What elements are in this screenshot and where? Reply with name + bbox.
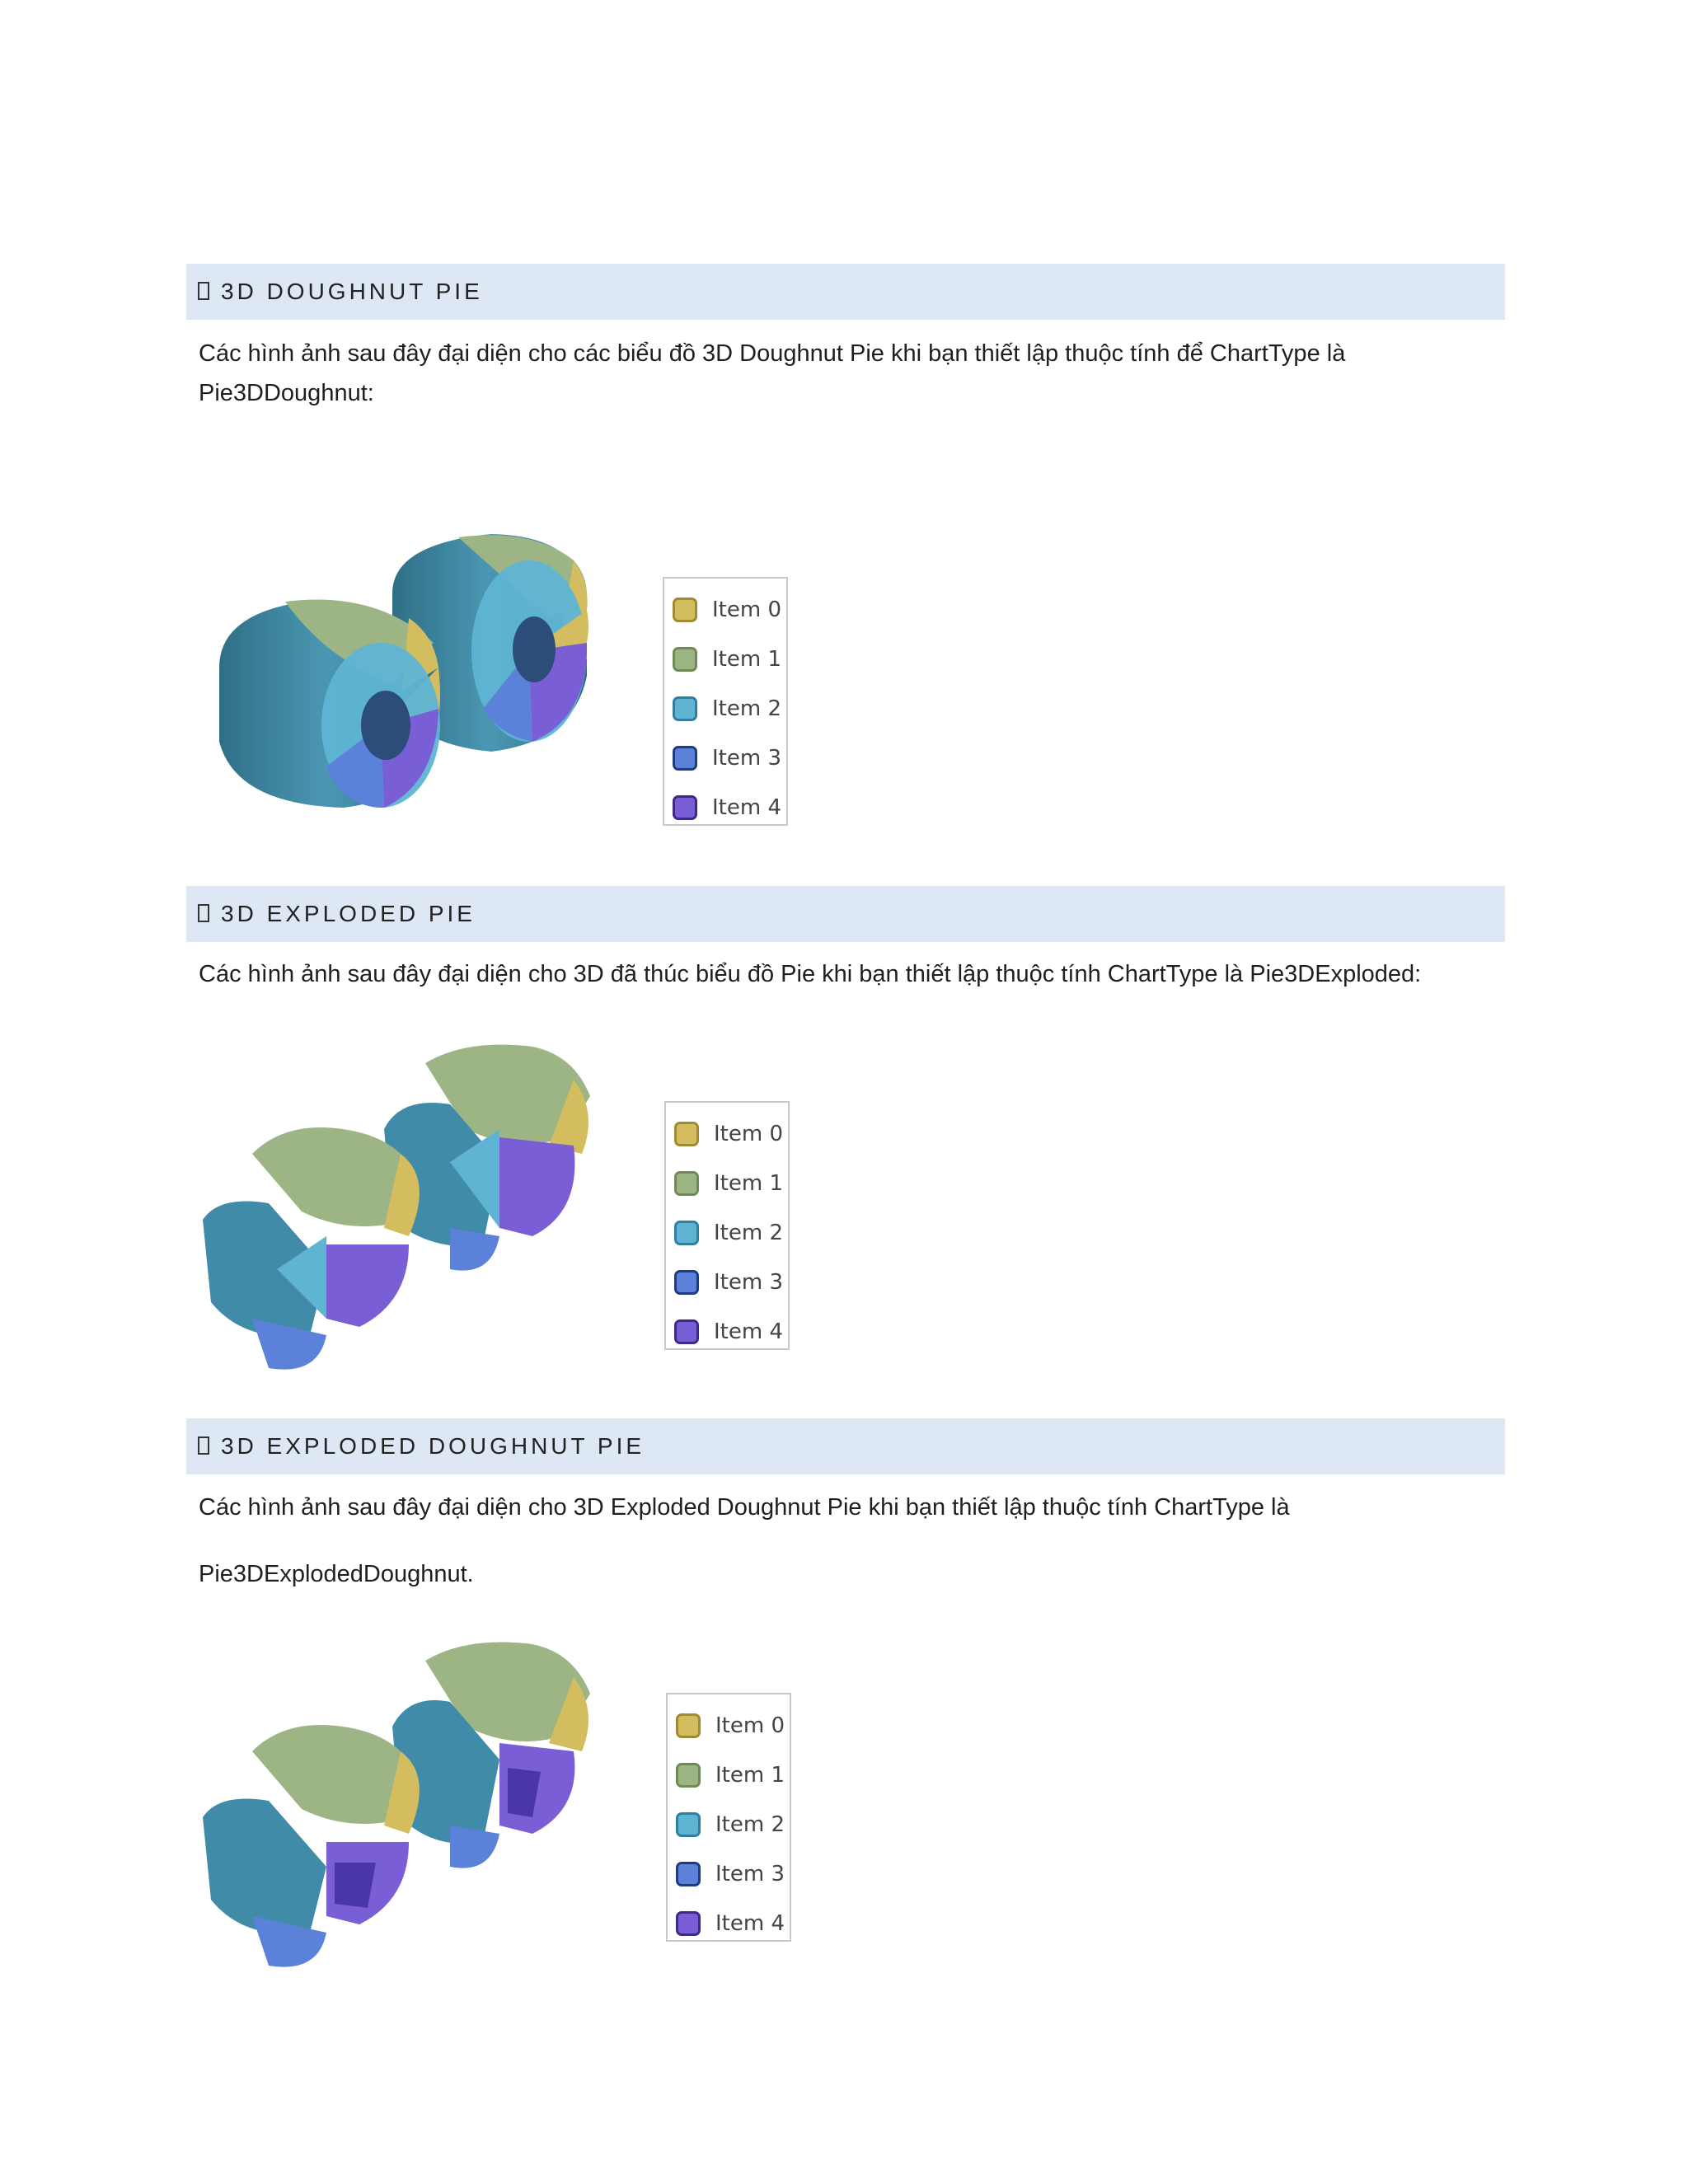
exploded-doughnut-front	[203, 1725, 420, 1967]
legend-label: Item 0	[714, 1122, 783, 1146]
legend-label: Item 0	[715, 1713, 785, 1738]
legend-item	[668, 1750, 790, 1800]
legend-label: Item 2	[714, 1221, 783, 1245]
legend-label: Item 2	[712, 696, 781, 721]
legend-item	[666, 1307, 788, 1357]
chart-legend	[663, 577, 788, 826]
legend-label: Item 4	[714, 1319, 783, 1344]
legend-item	[668, 1701, 790, 1750]
section-heading: 3D DOUGHNUT PIE	[221, 279, 483, 304]
legend-label: Item 1	[712, 647, 781, 672]
legend-item	[666, 1208, 788, 1258]
legend-label: Item 3	[712, 746, 781, 771]
legend-swatch	[674, 1221, 699, 1245]
legend-swatch	[676, 1763, 701, 1788]
legend-label: Item 4	[715, 1911, 785, 1936]
section-description-cont: Pie3DExplodedDoughnut.	[199, 1561, 474, 1587]
section-description: Các hình ảnh sau đây đại diện cho 3D Exploded Doughnut Pie khi bạn thiết lập thuộc tính ChartType là	[199, 1494, 1290, 1521]
section-header-exploded	[186, 886, 1505, 942]
legend-item	[668, 1899, 790, 1948]
legend-swatch	[673, 647, 697, 672]
legend-swatch	[673, 696, 697, 721]
legend-swatch	[673, 746, 697, 771]
legend-item	[668, 1849, 790, 1899]
section-header-doughnut	[186, 264, 1505, 320]
legend-swatch	[673, 598, 697, 622]
section-heading: 3D EXPLODED DOUGHNUT PIE	[221, 1433, 645, 1459]
legend-item	[664, 585, 786, 635]
bullet-icon	[198, 1436, 209, 1455]
legend-swatch	[676, 1862, 701, 1886]
bullet-icon	[198, 904, 209, 922]
legend-label: Item 1	[714, 1171, 783, 1196]
section-description: Các hình ảnh sau đây đại diện cho 3D đã thúc biểu đồ Pie khi bạn thiết lập thuộc tính ChartType là Pie3DExploded:	[199, 961, 1422, 987]
legend-swatch	[674, 1270, 699, 1295]
section-heading: 3D EXPLODED PIE	[221, 901, 476, 926]
exploded-back	[384, 1045, 590, 1271]
chart-legend	[666, 1693, 791, 1942]
legend-swatch	[674, 1171, 699, 1196]
section-header-exploded-doughnut	[186, 1418, 1505, 1474]
legend-item	[668, 1800, 790, 1849]
legend-swatch	[674, 1122, 699, 1146]
legend-item	[664, 733, 786, 783]
section-description: Các hình ảnh sau đây đại diện cho các biểu đồ 3D Doughnut Pie khi bạn thiết lập thuộc tính để ChartType là Pie3DDoughnut:	[199, 340, 1346, 406]
legend-swatch	[676, 1812, 701, 1837]
legend-item	[664, 783, 786, 832]
legend-item	[666, 1258, 788, 1307]
legend-item	[664, 635, 786, 684]
legend-swatch	[673, 795, 697, 820]
bullet-icon	[198, 282, 209, 300]
legend-label: Item 3	[714, 1270, 783, 1295]
doughnut-front	[219, 599, 440, 808]
legend-label: Item 4	[712, 795, 781, 820]
legend-label: Item 3	[715, 1862, 785, 1886]
legend-item	[666, 1109, 788, 1159]
legend-label: Item 1	[715, 1763, 785, 1788]
exploded-doughnut-back	[392, 1643, 590, 1868]
exploded-front	[203, 1127, 420, 1370]
legend-label: Item 2	[715, 1812, 785, 1837]
legend-swatch	[676, 1713, 701, 1738]
legend-item	[666, 1159, 788, 1208]
legend-swatch	[676, 1911, 701, 1936]
legend-item	[664, 684, 786, 733]
chart-legend	[664, 1101, 790, 1350]
legend-label: Item 0	[712, 598, 781, 622]
legend-swatch	[674, 1319, 699, 1344]
